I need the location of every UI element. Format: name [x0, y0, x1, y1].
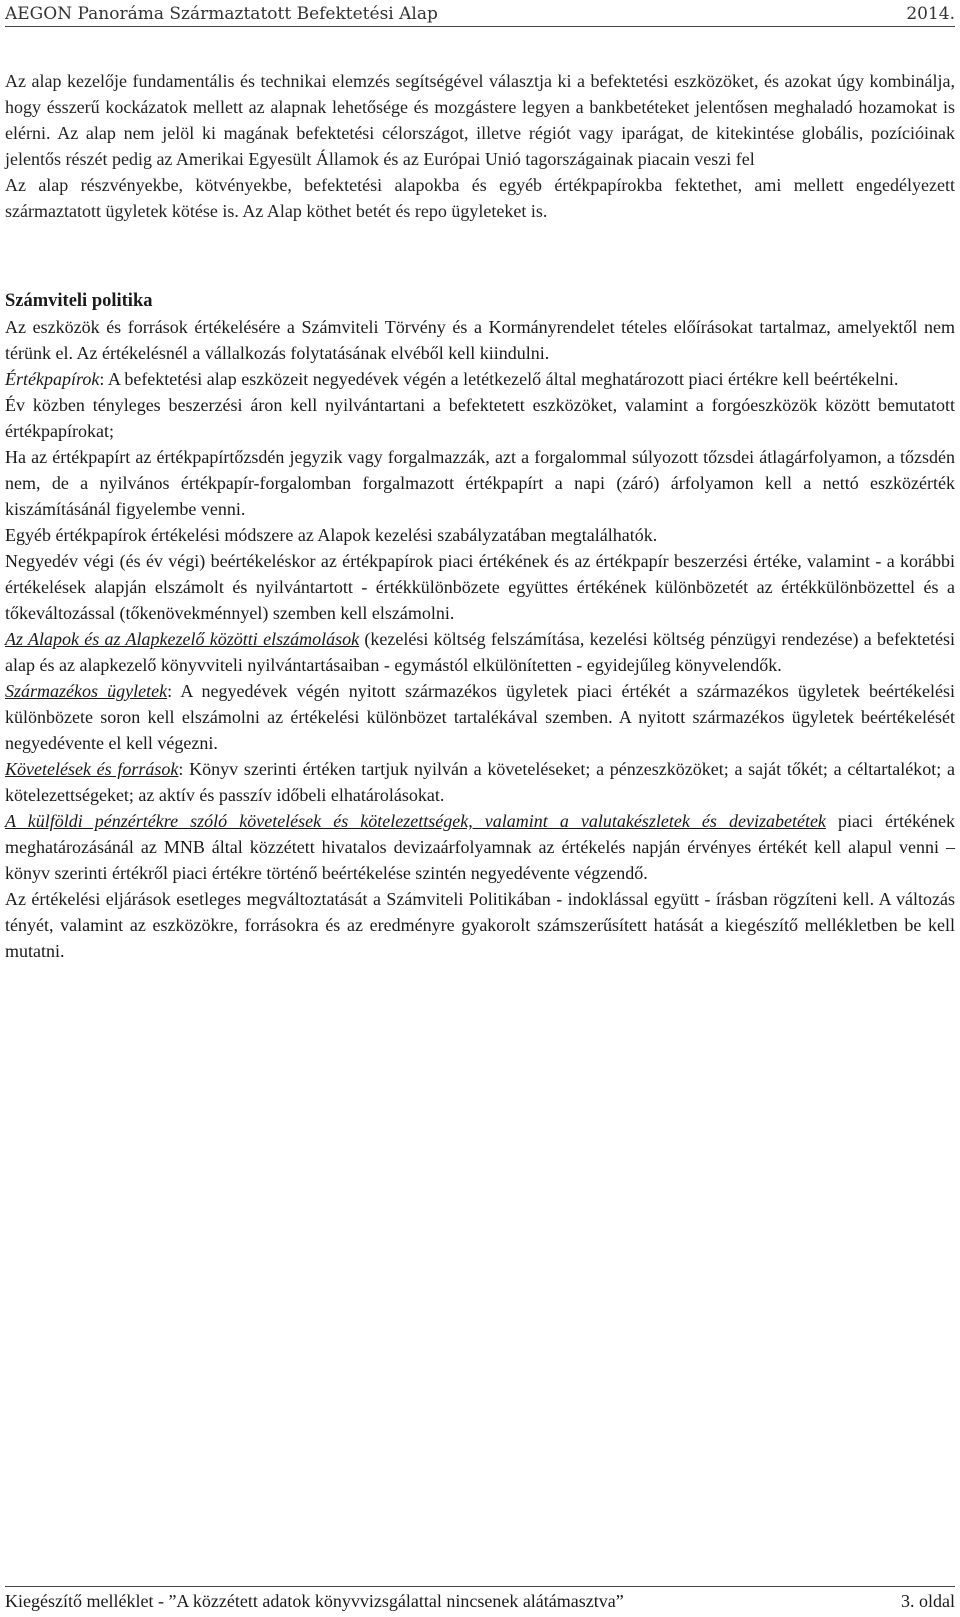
header-title: AEGON Panoráma Származtatott Befektetési Alap: [5, 4, 438, 24]
header-year: 2014.: [906, 4, 955, 24]
paragraph-foreign-currency: A külföldi pénzértékre szóló követelések és kötelezettségek, valamint a valutakészletek és devizabetétek piaci értékének meghatározásánál az MNB által közzétett hivatalos devizaárfolyamnak az értékelés napján érvényes értékét kell alapul venni – könyv szerinti értékről piaci értékre történő beértékelése szintén negyedévente végzendő.: [5, 811, 956, 883]
paragraph-securities: Értékpapírok: A befektetési alap eszközeit negyedévek végén a letétkezelő által meghatározott piaci értékre kell beértékelni.: [5, 369, 899, 389]
intro-paragraph-1: Az alap kezelője fundamentális és technikai elemzés segítségével választja ki a befektetési eszközöket, és azokat úgy kombinálja, hogy ésszerű kockázatok mellett az alapnak lehetősége és mozgástere legyen a bankbetéteket jelentősen meghaladó hozamokat is elérni. Az alap nem jelöl ki magának befektetési célországot, illetve régiót vagy iparágat, de kitekintése globális, pozícióinak jelentős részét pedig az Amerikai Egyesült Államok és az Európai Unió tagországainak piacain veszi fel: [5, 71, 955, 169]
footer-note: Kiegészítő melléklet - ”A közzétett adatok könyvvizsgálattal nincsenek alátámasztva”: [5, 1590, 624, 1611]
term-foreign-currency: A külföldi pénzértékre szóló követelések és kötelezettségek, valamint a valutakészletek és devizabetétek: [5, 811, 826, 831]
paragraph-settlements: Az Alapok és az Alapkezelő közötti elszámolások (kezelési költség felszámítása, kezelési költség pénzügyi rendezése) a befektetési alap és az alapkezelő könyvviteli nyilvántartásaiban - egymástól elkülönítetten - egyidejűleg könyvelendők.: [5, 629, 955, 675]
running-header: [5, 0, 955, 27]
paragraph-receivables: Követelések és források: Könyv szerinti értéken tartjuk nyilván a követeléseket; a pénzeszközöket; a saját tőkét; a céltartalékot; a kötelezettségeket; az aktív és passzív időbeli elhatárolásokat.: [5, 759, 955, 805]
paragraph-exchange-price: Ha az értékpapírt az értékpapírtőzsdén jegyzik vagy forgalmazzák, azt a forgalommal súlyozott tőzsdei átlagárfolyamon, a tőzsdén nem, de a nyilvános értékpapír-forgalomban forgalmazott értékpapírt a napi (záró) árfolyamon kell a nettó eszközérték kiszámításánál figyelembe venni.: [5, 447, 955, 519]
term-securities: Értékpapírok: [5, 369, 100, 389]
document-body: [5, 68, 955, 964]
paragraph-method-change: Az értékelési eljárások esetleges megváltoztatását a Számviteli Politikában - indoklással együtt - írásban rögzíteni kell. A változás tényét, valamint az eszközökre, forrásokra és az eredményre gyakorolt számszerűsített hatását a kiegészítő mellékletben be kell mutatni.: [5, 889, 955, 961]
paragraph-derivatives: Származékos ügyletek: A negyedévek végén nyitott származékos ügyletek piaci értékét a származékos ügyletek beértékelési különbözete soron kell elszámolni az értékelési különbözet tartalékával szemben. A nyitott származékos ügyletek beértékelését negyedévente el kell végezni.: [5, 681, 955, 753]
paragraph-other-securities: Egyéb értékpapírok értékelési módszere az Alapok kezelési szabályzatában megtalálhatók.: [5, 525, 658, 545]
section-title: Számviteli politika: [5, 291, 153, 311]
intro-paragraph-2: Az alap részvényekbe, kötvényekbe, befektetési alapokba és egyéb értékpapírokba fektethet, ami mellett engedélyezett származtatott ügyletek kötése is. Az Alap köthet betét és repo ügyleteket is.: [5, 175, 955, 221]
term-derivatives: Származékos ügyletek: [5, 681, 168, 701]
running-footer: [5, 1586, 955, 1615]
section-gap: [5, 224, 955, 288]
page-number: 3. oldal: [901, 1590, 955, 1611]
term-receivables: Követelések és források: [5, 759, 179, 779]
paragraph-valuation-basis: Az eszközök és források értékelésére a Számviteli Törvény és a Kormányrendelet tételes előírásokat tartalmaz, amelyektől nem térünk el. Az értékelésnél a vállalkozás folytatásának elvéből kell kiindulni.: [5, 317, 955, 363]
term-settlements: Az Alapok és az Alapkezelő közötti elszámolások: [5, 629, 360, 649]
paragraph-quarter-end: Negyedév végi (és év végi) beértékeléskor az értékpapírok piaci értékének és az értékpapír beszerzési értéke, valamint - a korábbi értékelések alapján elszámolt és nyilvántartott - értékkülönbözete együttes értékének különbözetét az értékkülönbözettel és a tőkeváltozással (tőkenövekménnyel) szemben kell elszámolni.: [5, 551, 955, 623]
paragraph-purchase-price: Év közben tényleges beszerzési áron kell nyilvántartani a befektetett eszközöket, valamint a forgóeszközök között bemutatott értékpapírokat;: [5, 395, 955, 441]
